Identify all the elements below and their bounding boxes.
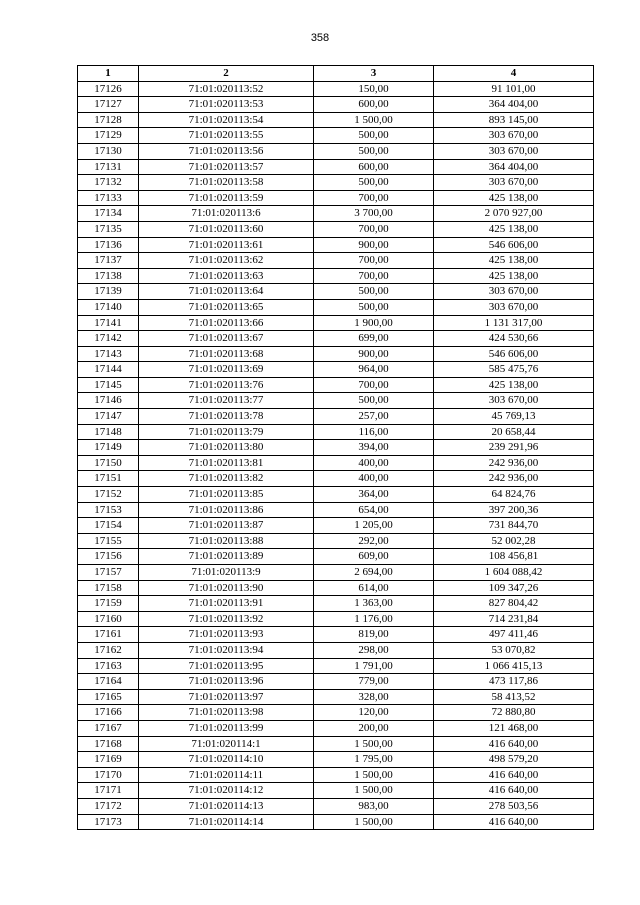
table-cell: 303 670,00: [434, 143, 594, 159]
table-cell: 400,00: [314, 471, 434, 487]
table-cell: 71:01:020113:56: [139, 143, 314, 159]
table-row: [78, 658, 594, 674]
table-row: [78, 377, 594, 393]
table-cell: 400,00: [314, 455, 434, 471]
table-cell: 1 066 415,13: [434, 658, 594, 674]
table-cell: 699,00: [314, 331, 434, 347]
table-cell: 71:01:020114:13: [139, 798, 314, 814]
table-cell: 17144: [78, 362, 139, 378]
data-table: [77, 65, 594, 830]
table-row: [78, 190, 594, 206]
table-cell: 242 936,00: [434, 471, 594, 487]
table-cell: 425 138,00: [434, 377, 594, 393]
table-row: [78, 580, 594, 596]
table-cell: 17129: [78, 128, 139, 144]
table-cell: 17145: [78, 377, 139, 393]
table-cell: 17171: [78, 783, 139, 799]
table-cell: 700,00: [314, 377, 434, 393]
table-cell: 17158: [78, 580, 139, 596]
table-row: [78, 393, 594, 409]
table-cell: 303 670,00: [434, 299, 594, 315]
table-cell: 17162: [78, 642, 139, 658]
table-cell: 731 844,70: [434, 518, 594, 534]
table-cell: 71:01:020113:79: [139, 424, 314, 440]
table-row: [78, 705, 594, 721]
table-cell: 17128: [78, 112, 139, 128]
table-cell: 416 640,00: [434, 736, 594, 752]
table-cell: 71:01:020113:59: [139, 190, 314, 206]
table-cell: 17164: [78, 674, 139, 690]
table-cell: 71:01:020113:97: [139, 689, 314, 705]
table-row: [78, 143, 594, 159]
table-cell: 364 404,00: [434, 97, 594, 113]
table-cell: 71:01:020114:11: [139, 767, 314, 783]
table-cell: 303 670,00: [434, 393, 594, 409]
table-cell: 292,00: [314, 533, 434, 549]
table-cell: 17143: [78, 346, 139, 362]
table-cell: 827 804,42: [434, 596, 594, 612]
table-cell: 71:01:020113:62: [139, 253, 314, 269]
table-cell: 424 530,66: [434, 331, 594, 347]
table-cell: 45 769,13: [434, 409, 594, 425]
header-row: [78, 66, 594, 82]
table-cell: 394,00: [314, 440, 434, 456]
table-cell: 819,00: [314, 627, 434, 643]
table-row: [78, 97, 594, 113]
table-cell: 500,00: [314, 299, 434, 315]
table-cell: 609,00: [314, 549, 434, 565]
table-cell: 53 070,82: [434, 642, 594, 658]
table-cell: 71:01:020113:69: [139, 362, 314, 378]
table-cell: 500,00: [314, 393, 434, 409]
table-cell: 3 700,00: [314, 206, 434, 222]
table-cell: 1 176,00: [314, 611, 434, 627]
table-cell: 498 579,20: [434, 752, 594, 768]
table-cell: 71:01:020113:67: [139, 331, 314, 347]
table-cell: 71:01:020114:12: [139, 783, 314, 799]
table-row: [78, 128, 594, 144]
table-row: [78, 253, 594, 269]
table-row: [78, 767, 594, 783]
table-cell: 585 475,76: [434, 362, 594, 378]
table-cell: 71:01:020113:95: [139, 658, 314, 674]
table-body: [78, 81, 594, 830]
table-cell: 71:01:020113:93: [139, 627, 314, 643]
table-cell: 1 791,00: [314, 658, 434, 674]
table-cell: 71:01:020113:58: [139, 175, 314, 191]
table-cell: 425 138,00: [434, 253, 594, 269]
table-cell: 17126: [78, 81, 139, 97]
table-cell: 303 670,00: [434, 284, 594, 300]
table-cell: 1 795,00: [314, 752, 434, 768]
table-cell: 17148: [78, 424, 139, 440]
table-cell: 900,00: [314, 237, 434, 253]
table-cell: 303 670,00: [434, 175, 594, 191]
table-cell: 600,00: [314, 159, 434, 175]
table-row: [78, 487, 594, 503]
table-cell: 700,00: [314, 253, 434, 269]
table-cell: 150,00: [314, 81, 434, 97]
table-cell: 108 456,81: [434, 549, 594, 565]
table-cell: 17139: [78, 284, 139, 300]
table-cell: 17147: [78, 409, 139, 425]
table-row: [78, 112, 594, 128]
table-cell: 71:01:020113:90: [139, 580, 314, 596]
table-cell: 17166: [78, 705, 139, 721]
table-cell: 17153: [78, 502, 139, 518]
table-cell: 416 640,00: [434, 767, 594, 783]
table-cell: 239 291,96: [434, 440, 594, 456]
table-cell: 1 500,00: [314, 767, 434, 783]
table-row: [78, 81, 594, 97]
table-cell: 1 604 088,42: [434, 565, 594, 581]
table-cell: 1 900,00: [314, 315, 434, 331]
table-cell: 71:01:020113:63: [139, 268, 314, 284]
table-cell: 71:01:020113:82: [139, 471, 314, 487]
table-cell: 17151: [78, 471, 139, 487]
table-cell: 20 658,44: [434, 424, 594, 440]
table-cell: 303 670,00: [434, 128, 594, 144]
column-header-1: 1: [78, 66, 139, 82]
table-row: [78, 596, 594, 612]
table-cell: 2 070 927,00: [434, 206, 594, 222]
table-cell: 242 936,00: [434, 455, 594, 471]
table-cell: 17131: [78, 159, 139, 175]
table-row: [78, 752, 594, 768]
table-cell: 17155: [78, 533, 139, 549]
table-row: [78, 409, 594, 425]
table-cell: 64 824,76: [434, 487, 594, 503]
table-cell: 71:01:020113:91: [139, 596, 314, 612]
table-row: [78, 502, 594, 518]
table-cell: 497 411,46: [434, 627, 594, 643]
table-cell: 71:01:020113:88: [139, 533, 314, 549]
table-cell: 71:01:020113:64: [139, 284, 314, 300]
table-row: [78, 720, 594, 736]
table-cell: 91 101,00: [434, 81, 594, 97]
table-row: [78, 268, 594, 284]
table-row: [78, 674, 594, 690]
table-row: [78, 565, 594, 581]
table-cell: 52 002,28: [434, 533, 594, 549]
table-row: [78, 315, 594, 331]
table-cell: 17133: [78, 190, 139, 206]
table-cell: 500,00: [314, 128, 434, 144]
table-cell: 17127: [78, 97, 139, 113]
table-cell: 17142: [78, 331, 139, 347]
table-row: [78, 549, 594, 565]
table-cell: 120,00: [314, 705, 434, 721]
table-cell: 900,00: [314, 346, 434, 362]
table-row: [78, 346, 594, 362]
table-row: [78, 362, 594, 378]
table-cell: 17146: [78, 393, 139, 409]
table-row: [78, 455, 594, 471]
table-cell: 17135: [78, 221, 139, 237]
table-cell: 364 404,00: [434, 159, 594, 175]
table-row: [78, 424, 594, 440]
table-cell: 17168: [78, 736, 139, 752]
table-cell: 700,00: [314, 268, 434, 284]
table-cell: 17159: [78, 596, 139, 612]
table-cell: 71:01:020113:57: [139, 159, 314, 175]
table-cell: 17136: [78, 237, 139, 253]
table-row: [78, 611, 594, 627]
table-row: [78, 783, 594, 799]
table-row: [78, 533, 594, 549]
table-cell: 600,00: [314, 97, 434, 113]
table-cell: 425 138,00: [434, 268, 594, 284]
table-cell: 71:01:020113:85: [139, 487, 314, 503]
table-row: [78, 471, 594, 487]
table-cell: 71:01:020113:86: [139, 502, 314, 518]
table-cell: 71:01:020113:9: [139, 565, 314, 581]
table-row: [78, 159, 594, 175]
table-cell: 17169: [78, 752, 139, 768]
table-cell: 17152: [78, 487, 139, 503]
table-cell: 17137: [78, 253, 139, 269]
table-cell: 71:01:020114:1: [139, 736, 314, 752]
table-cell: 397 200,36: [434, 502, 594, 518]
table-cell: 416 640,00: [434, 814, 594, 830]
table-cell: 17173: [78, 814, 139, 830]
table-cell: 700,00: [314, 190, 434, 206]
column-header-4: 4: [434, 66, 594, 82]
table-row: [78, 627, 594, 643]
table-cell: 983,00: [314, 798, 434, 814]
table-cell: 71:01:020113:66: [139, 315, 314, 331]
table-row: [78, 440, 594, 456]
table-row: [78, 736, 594, 752]
table-cell: 71:01:020113:81: [139, 455, 314, 471]
table-cell: 779,00: [314, 674, 434, 690]
table-cell: 17130: [78, 143, 139, 159]
table-cell: 71:01:020113:6: [139, 206, 314, 222]
table-cell: 614,00: [314, 580, 434, 596]
table-cell: 71:01:020113:78: [139, 409, 314, 425]
table-cell: 257,00: [314, 409, 434, 425]
table-cell: 17154: [78, 518, 139, 534]
table-cell: 654,00: [314, 502, 434, 518]
table-cell: 425 138,00: [434, 190, 594, 206]
table-cell: 71:01:020113:68: [139, 346, 314, 362]
table-row: [78, 518, 594, 534]
column-header-2: 2: [139, 66, 314, 82]
table-row: [78, 206, 594, 222]
table-cell: 58 413,52: [434, 689, 594, 705]
table-cell: 71:01:020113:92: [139, 611, 314, 627]
table-cell: 500,00: [314, 284, 434, 300]
table-cell: 17170: [78, 767, 139, 783]
table-cell: 17157: [78, 565, 139, 581]
table-cell: 1 205,00: [314, 518, 434, 534]
table-cell: 71:01:020113:52: [139, 81, 314, 97]
table-cell: 2 694,00: [314, 565, 434, 581]
table-row: [78, 221, 594, 237]
table-cell: 425 138,00: [434, 221, 594, 237]
table-cell: 17167: [78, 720, 139, 736]
table-cell: 1 131 317,00: [434, 315, 594, 331]
table-row: [78, 798, 594, 814]
table-cell: 416 640,00: [434, 783, 594, 799]
table-cell: 700,00: [314, 221, 434, 237]
table-cell: 71:01:020113:61: [139, 237, 314, 253]
table-cell: 71:01:020113:65: [139, 299, 314, 315]
table-cell: 714 231,84: [434, 611, 594, 627]
table-cell: 72 880,80: [434, 705, 594, 721]
table-cell: 71:01:020113:55: [139, 128, 314, 144]
table-cell: 17165: [78, 689, 139, 705]
table-cell: 298,00: [314, 642, 434, 658]
table-row: [78, 237, 594, 253]
table-cell: 71:01:020113:98: [139, 705, 314, 721]
table-cell: 1 500,00: [314, 112, 434, 128]
table-header: [78, 66, 594, 82]
table-cell: 121 468,00: [434, 720, 594, 736]
table-cell: 17140: [78, 299, 139, 315]
column-header-3: 3: [314, 66, 434, 82]
table-cell: 500,00: [314, 175, 434, 191]
table-row: [78, 175, 594, 191]
table-cell: 71:01:020113:94: [139, 642, 314, 658]
table-cell: 71:01:020113:53: [139, 97, 314, 113]
table-cell: 1 500,00: [314, 783, 434, 799]
table-cell: 71:01:020114:10: [139, 752, 314, 768]
table-row: [78, 331, 594, 347]
table-cell: 278 503,56: [434, 798, 594, 814]
table-cell: 200,00: [314, 720, 434, 736]
table-row: [78, 642, 594, 658]
table-cell: 893 145,00: [434, 112, 594, 128]
table-cell: 71:01:020113:87: [139, 518, 314, 534]
table-cell: 17138: [78, 268, 139, 284]
page-number: 358: [310, 32, 330, 44]
table-cell: 17160: [78, 611, 139, 627]
table-cell: 17172: [78, 798, 139, 814]
table-cell: 1 500,00: [314, 814, 434, 830]
table-cell: 116,00: [314, 424, 434, 440]
table-cell: 364,00: [314, 487, 434, 503]
table-cell: 71:01:020113:77: [139, 393, 314, 409]
table-cell: 1 500,00: [314, 736, 434, 752]
table-cell: 546 606,00: [434, 237, 594, 253]
table-cell: 17149: [78, 440, 139, 456]
table-cell: 964,00: [314, 362, 434, 378]
table-row: [78, 814, 594, 830]
table-cell: 17161: [78, 627, 139, 643]
table-cell: 71:01:020113:76: [139, 377, 314, 393]
table-cell: 500,00: [314, 143, 434, 159]
table-cell: 17150: [78, 455, 139, 471]
table-cell: 328,00: [314, 689, 434, 705]
table-cell: 71:01:020113:80: [139, 440, 314, 456]
table-cell: 17163: [78, 658, 139, 674]
table-cell: 109 347,26: [434, 580, 594, 596]
table-row: [78, 299, 594, 315]
table-cell: 71:01:020113:54: [139, 112, 314, 128]
table-cell: 546 606,00: [434, 346, 594, 362]
table-row: [78, 284, 594, 300]
table-row: [78, 689, 594, 705]
table-cell: 71:01:020113:96: [139, 674, 314, 690]
table-cell: 71:01:020114:14: [139, 814, 314, 830]
table-cell: 17134: [78, 206, 139, 222]
table-cell: 473 117,86: [434, 674, 594, 690]
table-cell: 71:01:020113:89: [139, 549, 314, 565]
table-cell: 1 363,00: [314, 596, 434, 612]
table-cell: 71:01:020113:99: [139, 720, 314, 736]
table-cell: 17132: [78, 175, 139, 191]
table-cell: 17156: [78, 549, 139, 565]
table-cell: 71:01:020113:60: [139, 221, 314, 237]
table-cell: 17141: [78, 315, 139, 331]
